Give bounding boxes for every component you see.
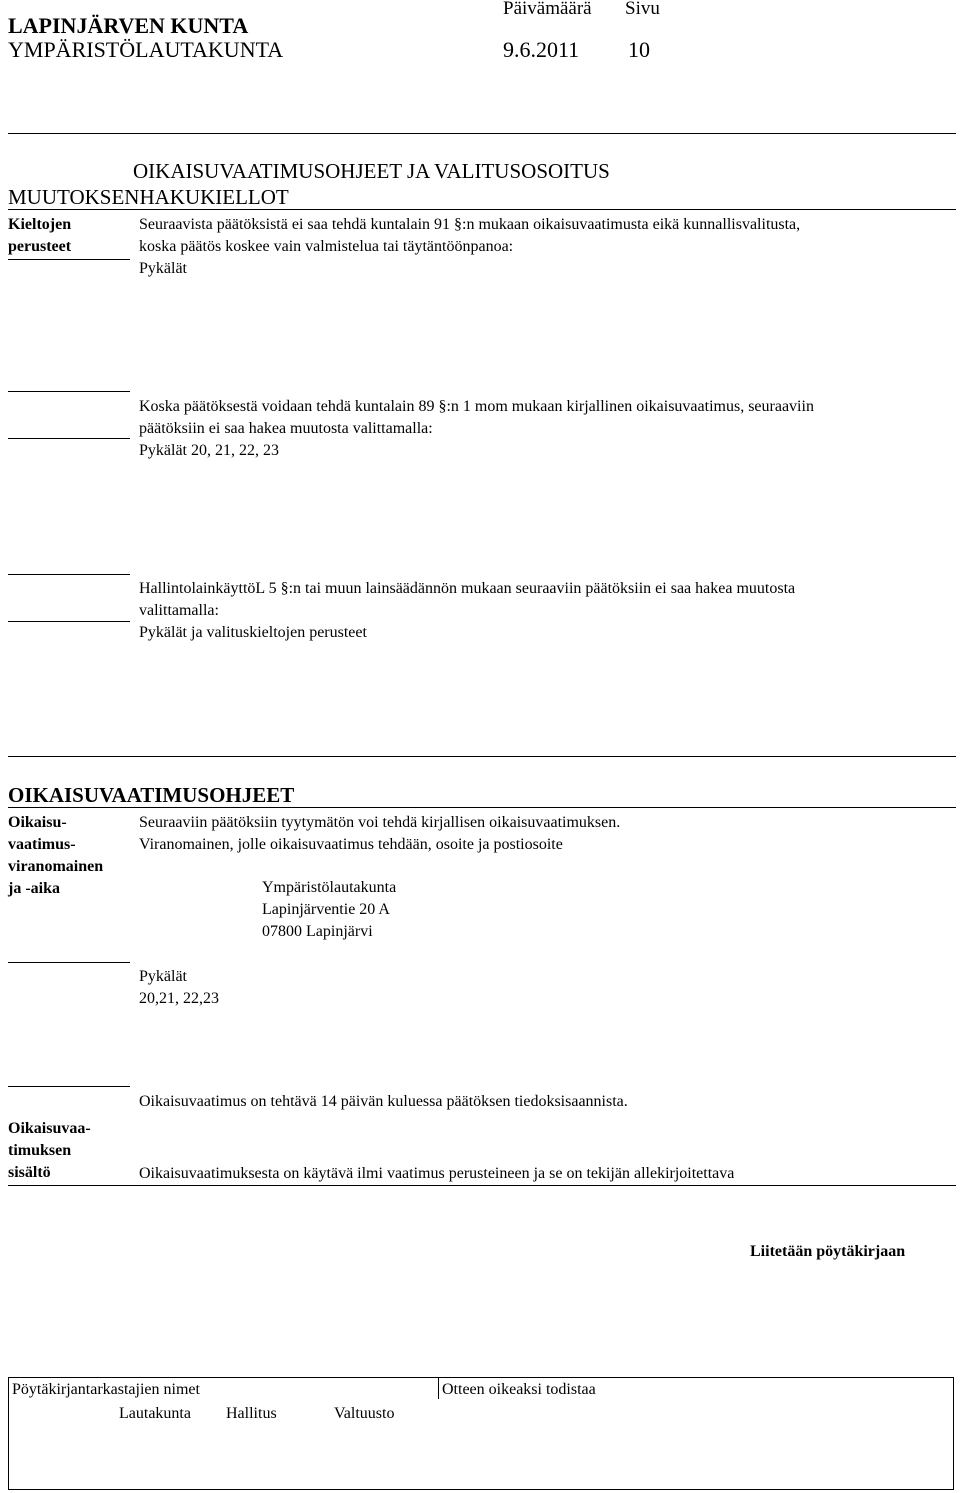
bans-block-3-line1: HallintolainkäyttöL 5 §:n tai muun lainsäädännön mukaan seuraaviin päätöksiin ei saa hakea muutosta: [139, 580, 796, 597]
bans-side-label-line2: perusteet: [8, 238, 72, 255]
bans-side-label-line1: Kieltojen: [8, 216, 72, 233]
date-label: Päivämäärä: [503, 0, 592, 19]
authority-street: Lapinjärventie 20 A: [262, 901, 390, 918]
content-side-label: [8, 1118, 91, 1184]
deadline-side-rule: [8, 1086, 130, 1087]
body-lautakunta: Lautakunta: [119, 1405, 191, 1422]
bans-block-1-line2: koska päätös koskee vain valmistelua tai täytäntöönpanoa:: [139, 238, 514, 255]
bans-block-3-rule-bottom: [8, 621, 130, 622]
correction-heading-divider: [8, 807, 956, 808]
content-divider: [8, 1185, 956, 1186]
bans-block-1-line1: Seuraavista päätöksistä ei saa tehdä kuntalain 91 §:n mukaan oikaisuvaatimusta eikä kunnallisvalitusta,: [139, 216, 801, 233]
correction-heading: OIKAISUVAATIMUSOHJEET: [8, 783, 295, 807]
appeal-bans-heading: MUUTOKSENHAKUKIELLOT: [8, 185, 289, 209]
board-name: YMPÄRISTÖLAUTAKUNTA: [8, 37, 284, 62]
page-label: Sivu: [625, 0, 660, 19]
signature-box-divider: [438, 1377, 439, 1399]
correction-line2: Viranomainen, jolle oikaisuvaatimus tehdään, osoite ja postiosoite: [139, 836, 563, 853]
bans-block-3: [139, 578, 795, 644]
appeal-bans-divider: [8, 209, 956, 210]
correction-line1: Seuraaviin päätöksiin tyytymätön voi tehdä kirjallisen oikaisuvaatimuksen.: [139, 814, 621, 831]
org-name: LAPINJÄRVEN KUNTA: [8, 13, 249, 38]
correction-text: [139, 812, 620, 856]
body-hallitus: Hallitus: [226, 1405, 277, 1422]
correction-deadline: Oikaisuvaatimus on tehtävä 14 päivän kuluessa päätöksen tiedoksisaannista.: [139, 1093, 628, 1110]
correction-side-label: [8, 812, 103, 900]
content-side-label-line1: Oikaisuvaa-: [8, 1120, 91, 1137]
correction-side-label-line1: Oikaisu-: [8, 814, 67, 831]
correction-sections-value: 20,21, 22,23: [139, 990, 219, 1007]
bans-block-2-sections: Pykälät 20, 21, 22, 23: [139, 442, 279, 459]
bans-block-1: [139, 214, 800, 280]
correction-content-text: Oikaisuvaatimuksesta on käytävä ilmi vaatimus perusteineen ja se on tekijän allekirjoitettava: [139, 1165, 735, 1182]
bans-block-2-rule-top: [8, 391, 130, 392]
bans-block-2: [139, 396, 814, 462]
content-side-label-line3: sisältö: [8, 1164, 51, 1181]
attachment-note: Liitetään pöytäkirjaan: [750, 1243, 906, 1260]
bans-side-label: [8, 214, 130, 258]
correction-side-label-line2: vaatimus-: [8, 836, 76, 853]
bans-block-2-line1: Koska päätöksestä voidaan tehdä kuntalain 89 §:n 1 mom mukaan kirjallinen oikaisuvaatimus, seuraaviin: [139, 398, 814, 415]
page-title: OIKAISUVAATIMUSOHJEET JA VALITUSOSOITUS: [133, 159, 610, 183]
page-number: 10: [628, 37, 650, 62]
document-date: 9.6.2011: [503, 37, 580, 62]
bans-block-2-line2: päätöksiin ei saa hakea muutosta valittamalla:: [139, 420, 433, 437]
bans-side-rule: [8, 259, 130, 260]
bans-block-3-line2: valittamalla:: [139, 602, 219, 619]
correction-top-divider: [8, 756, 956, 757]
authority-postal: 07800 Lapinjärvi: [262, 923, 373, 940]
correction-side-rule: [8, 962, 130, 963]
authority-name: Ympäristölautakunta: [262, 879, 397, 896]
correction-side-label-line3: viranomainen: [8, 858, 104, 875]
bans-block-1-sections: Pykälät: [139, 260, 187, 277]
body-valtuusto: Valtuusto: [334, 1405, 395, 1422]
correction-sections-label: Pykälät: [139, 968, 187, 985]
certified-label: Otteen oikeaksi todistaa: [442, 1381, 596, 1398]
content-side-label-line2: timuksen: [8, 1142, 72, 1159]
authority-address: [262, 877, 396, 943]
bans-block-2-rule-bottom: [8, 438, 130, 439]
inspectors-label: Pöytäkirjantarkastajien nimet: [12, 1381, 200, 1398]
correction-side-label-line4: ja -aika: [8, 880, 60, 897]
bans-block-3-sections: Pykälät ja valituskieltojen perusteet: [139, 624, 367, 641]
header-divider: [8, 133, 956, 134]
bans-block-3-rule-top: [8, 574, 130, 575]
correction-sections: [139, 966, 219, 1010]
